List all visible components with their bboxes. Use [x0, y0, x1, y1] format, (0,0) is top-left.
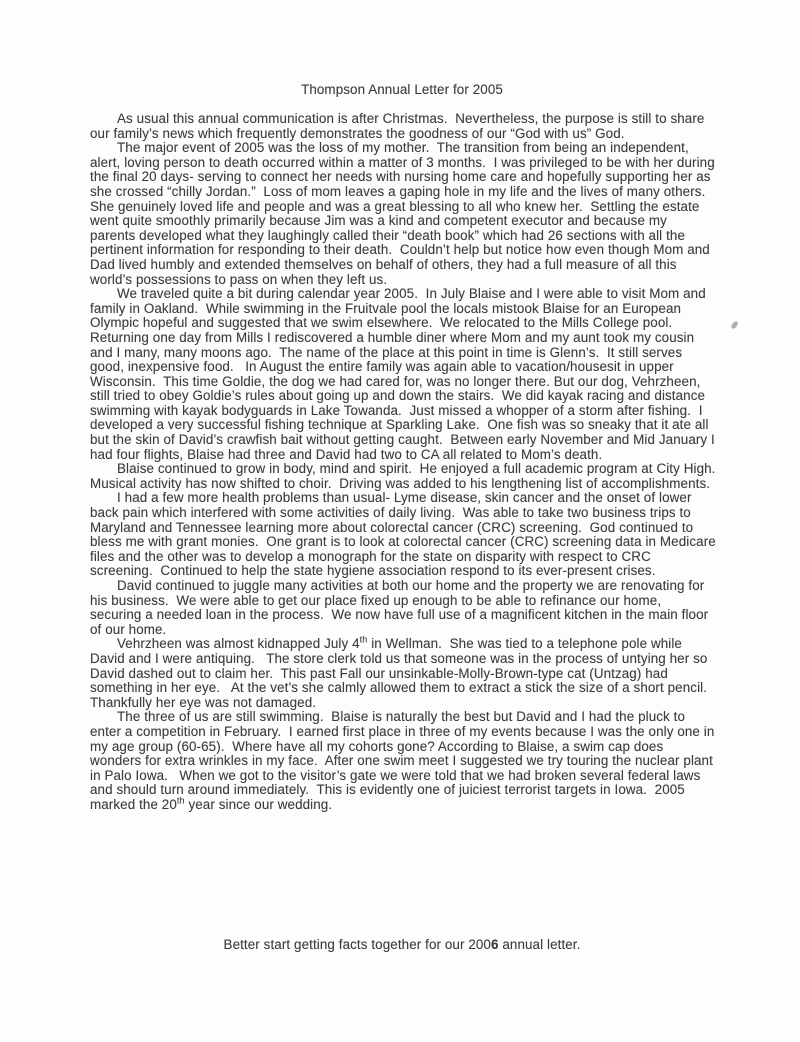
paragraph — [90, 634, 716, 710]
text-run: Blaise continued to grow in body, mind and spirit. He enjoyed a full academic program at City High. Musical activity has now shifted to choir. Driving was added to his lengthening list of accomplishments. — [90, 461, 724, 491]
superscript-text: th — [359, 634, 368, 645]
paragraph — [90, 461, 724, 491]
superscript-text: th — [176, 795, 185, 806]
text-run: Vehrzheen was almost kidnapped July 4 — [117, 636, 360, 652]
paragraph — [90, 286, 719, 462]
letter-body — [90, 111, 724, 813]
text-run: annual letter. — [498, 937, 581, 952]
text-run: year since our wedding. — [184, 796, 333, 812]
scan-speck-artifact — [731, 320, 739, 329]
paragraph — [90, 709, 719, 812]
paragraph — [90, 112, 716, 141]
text-run: We traveled quite a bit during calendar year 2005. In July Blaise and I were able to visit Mom and family in Oakland. While swimming in the Fruitvale pool the locals mistook Blaise for an European Olympic hopeful and suggested that we swim elsewhere. We relocated to the Mills College pool. Returning one day from Mills I rediscovered a humble diner where Mom and my aunt took my cousin and I many, many moons ago. The name of the place at this point in time is Glenn’s. It still serves good, inexpensive food. In August the entire family was again able to vacation/housesit in upper Wisconsin. This time Goldie, the dog we had cared for, was no longer there. But our dog, Vehrzheen, still tried to obey Goldie’s rules about going up and down the stairs. We did kayak racing and distance swimming with kayak bodyguards in Lake Towanda. Just missed a whopper of a storm after fishing. I developed a very successful fishing technique at Sparkling Lake. One fish was so sneaky that it ate all but the skin of David’s crawfish bait without getting caught. Between early November and Mid January I had four flights, Blaise had three and David had two to CA all related to Mom’s death. — [90, 286, 719, 462]
paragraph — [90, 579, 716, 637]
letter-closing — [90, 937, 714, 952]
letter-title: Thompson Annual Letter for 2005 — [301, 82, 503, 97]
text-run: 6 — [490, 937, 499, 952]
paragraph — [90, 140, 719, 287]
text-run: I had a few more health problems than usual- Lyme disease, skin cancer and the onset of lower back pain which interfered with some activities of daily living. Was able to take two business trips to Maryland and Tennessee learning more about colorectal cancer (CRC) screening. God continued to bless me with grant monies. One grant is to look at colorectal cancer (CRC) screening data in Medicare files and the other was to develop a monograph for the state on disparity with respect to CRC screening. Continued to help the state hygiene association respond to its ever-present crises. — [90, 490, 720, 579]
text-run: in Wellman. She was tied to a telephone pole while David and I were antiquing. The store clerk told us that someone was in the process of untying her so David dashed out to claim her. This past Fall our unsinkable-Molly-Brown-type cat (Untzag) had something in her eye. At the vet’s she calmly allowed them to extract a stick the size of a short pencil. Thankfully her eye was not damaged. — [90, 636, 715, 710]
text-run: Better start getting facts together for our 200 — [223, 937, 491, 952]
text-run: As usual this annual communication is after Christmas. Nevertheless, the purpose is still to share our family’s news which frequently demonstrates the goodness of our “God with us” God. — [90, 111, 709, 141]
text-run: David continued to juggle many activities at both our home and the property we are renovating for his business. We were able to get our place fixed up enough to be able to refinance our home, securing a needed loan in the process. We now have full use of a magnificent kitchen in the main floor of our home. — [90, 578, 713, 637]
text-run: The major event of 2005 was the loss of my mother. The transition from being an independent, alert, loving person to death occurred within a matter of 3 months. I was privileged to be with her during the final 20 days- serving to connect her needs with nursing home care and hopefully supporting her as she crossed “chilly Jordan.” Loss of mom leaves a gaping hole in my life and the lives of many others. She genuinely loved life and people and was a great blessing to all who knew her. Settling the estate went quite smoothly primarily because Jim was a kind and competent executor and because my parents developed what they laughingly called their “death book” which had 26 sections with all the pertinent information for responding to their death. Couldn’t help but notice how even though Mom and Dad lived humbly and extended themselves on behalf of others, they had a full measure of all this world’s possessions to pass on when they left us. — [90, 140, 719, 287]
paragraph — [90, 490, 720, 579]
text-run: The three of us are still swimming. Blaise is naturally the best but David and I had the pluck to enter a competition in February. I earned first place in three of my events because I was the only one in my age group (60-65). Where have all my cohorts gone? According to Blaise, a swim cap does wonders for extra wrinkles in my face. After one swim meet I suggested we try touring the nuclear plant in Palo Iowa. When we got to the visitor’s gate we were told that we had broken several federal laws and should turn around immediately. This is evidently one of juiciest terrorist targets in Iowa. 2005 marked the 20 — [90, 709, 719, 812]
